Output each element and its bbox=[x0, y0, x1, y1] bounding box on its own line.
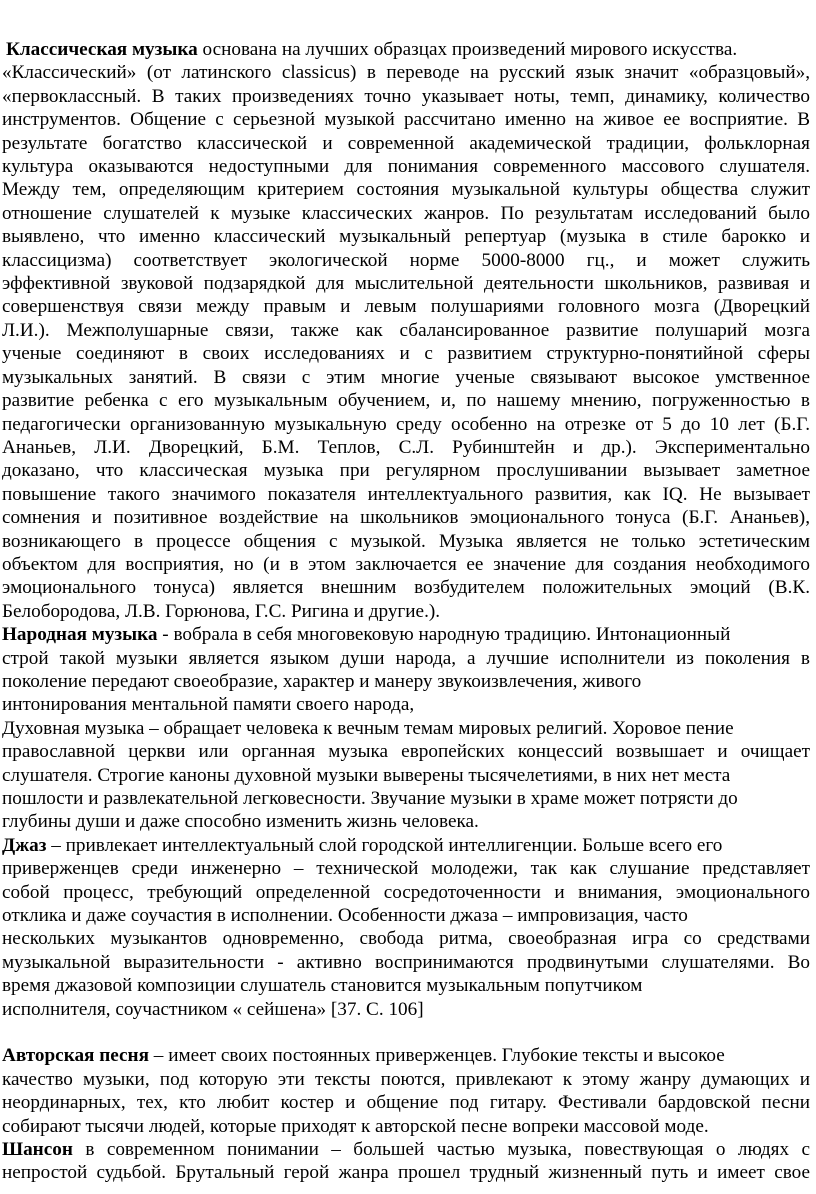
text-line: классицизма) соответствует экологической норме 5000-8000 гц., и может служить bbox=[2, 249, 810, 271]
text-line: инструментов. Общение с серьезной музыкой рассчитано именно на живое ее восприятие. В bbox=[2, 109, 810, 131]
text-line: неординарных, тех, кто любит костер и общение под гитару. Фестивали бардовской песни bbox=[2, 1092, 810, 1114]
text-line: музыкальных занятий. В связи с этим многие ученые связывают высокое умственное bbox=[2, 366, 810, 388]
paragraph-jazz bbox=[2, 834, 810, 1021]
text-line: результате богатство классической и современной академической традиции, фольклорная bbox=[2, 132, 810, 154]
text-line: развитие ребенка с его музыкальным обучением, и, по нашему мнению, погруженностью в bbox=[2, 390, 810, 412]
text-line: время джазовой композиции слушатель становится музыкальным попутчиком bbox=[2, 975, 643, 997]
text-line: Белобородова, Л.В. Горюнова, Г.С. Ригина и другие.). bbox=[2, 600, 441, 622]
paragraph-author-song bbox=[2, 1044, 810, 1138]
text-line: сомнения и позитивное воздействие на школьников эмоционального тонуса (Б.Г. Ананьев), bbox=[2, 507, 810, 529]
text-line: культура оказываются недоступными для понимания современного массового слушателя. bbox=[2, 156, 810, 178]
term-author-song: Авторская песня bbox=[2, 1045, 149, 1067]
text-line: строй такой музыки является языком души народа, а лучшие исполнители из поколения в bbox=[2, 647, 810, 669]
text-line: Классическая музыка основана на лучших образцах произведений мирового искусства. bbox=[6, 39, 738, 60]
text-line: качество музыки, под которую эти тексты поются, привлекают к этому жанру думающих и bbox=[2, 1068, 810, 1090]
text-line: Ананьев, Л.И. Дворецкий, Б.М. Теплов, С.Л. Рубинштейн и др.). Экспериментально bbox=[2, 436, 810, 458]
text-line: непростой судьбой. Брутальный герой жанра прошел трудный жизненный путь и имеет свое bbox=[2, 1162, 810, 1184]
text-line: Джаз – привлекает интеллектуальный слой городской интеллигенции. Больше всего его bbox=[2, 834, 723, 856]
text-line: отклика и даже соучастия в исполнении. Особенности джаза – импровизация, часто bbox=[2, 905, 688, 927]
text-line: исполнителя, соучастником « сейшена» [37. С. 106] bbox=[2, 998, 424, 1020]
text-line: Духовная музыка – обращает человека к вечным темам мировых религий. Хоровое пение bbox=[2, 717, 734, 739]
text-line: поколение передают своеобразие, характер и манеру звукоизвлечения, живого bbox=[2, 670, 642, 692]
document-page bbox=[0, 38, 816, 1194]
text-line: отношение слушателей к музыке классических жанров. По результатам исследований было bbox=[2, 202, 810, 224]
text-line: возникающего в процессе общения с музыкой. Музыка является не только эстетическим bbox=[2, 530, 810, 552]
text-line: собирают тысячи людей, которые приходят к авторской песне вопреки массовой моде. bbox=[2, 1115, 709, 1137]
text-line: пошлости и развлекательной легковесности. Звучание музыки в храме может потрясти до bbox=[2, 788, 738, 809]
text-line: приверженцев среди инженерно – технической молодежи, так как слушание представляет bbox=[2, 858, 810, 880]
blank-line bbox=[2, 1021, 810, 1044]
text-line: «Классический» (от латинского classicus) в переводе на русский язык значит «образцовый», bbox=[2, 62, 810, 84]
term-jazz: Джаз bbox=[2, 834, 47, 856]
text-line: Между тем, определяющим критерием состояния музыкальной культуры общества служит bbox=[2, 179, 810, 201]
term-chanson: Шансон bbox=[2, 1139, 73, 1161]
text-line: православной церкви или органная музыка европейских концессий возвышает и очищает bbox=[2, 741, 810, 763]
text-line: Шансон в современном понимании – большей частью музыка, повествующая о людях с bbox=[2, 1139, 810, 1161]
text-line: эмоционального тонуса) является внешним возбудителем положительных эмоций (В.К. bbox=[2, 577, 810, 599]
text-line: Авторская песня – имеет своих постоянных приверженцев. Глубокие тексты и высокое bbox=[2, 1045, 725, 1067]
text-line: объектом для восприятия, но (и в этом заключается ее значение для создания необходимого bbox=[2, 553, 810, 575]
text-line: нескольких музыкантов одновременно, свобода ритма, своеобразная игра со средствами bbox=[2, 928, 810, 950]
text-line: Л.И.). Межполушарные связи, также как сбалансированное развитие полушарий мозга bbox=[2, 319, 810, 341]
paragraph-folk-music bbox=[2, 623, 810, 717]
text-line: глубины души и даже способно изменить жизнь человека. bbox=[2, 811, 479, 833]
text-line: музыкальной выразительности - активно воспринимаются продвинутыми слушателями. Во bbox=[2, 951, 810, 973]
paragraph-spiritual-music bbox=[2, 717, 810, 834]
text-line: слушателя. Строгие каноны духовной музыки выверены тысячелетиями, в них нет места bbox=[2, 764, 731, 786]
text-line: эффективной звуковой подзарядкой для мыслительной деятельности школьников, развивая и bbox=[2, 273, 810, 295]
text-line: повышение такого значимого показателя интеллектуального развития, как IQ. Не вызывает bbox=[2, 483, 810, 505]
term-folk-music: Народная музыка bbox=[2, 624, 158, 646]
paragraph-classical-music bbox=[2, 38, 810, 623]
text-line: доказано, что классическая музыка при регулярном прослушивании вызывает заметное bbox=[2, 460, 810, 482]
text-line: собой процесс, требующий определенной сосредоточенности и внимания, эмоционального bbox=[2, 881, 810, 903]
text-line: Народная музыка - вобрала в себя многовековую народную традицию. Интонационный bbox=[2, 624, 731, 646]
text-line: выявлено, что именно классический музыкальный репертуар (музыка в стиле барокко и bbox=[2, 226, 810, 248]
term-classical-music: Классическая музыка bbox=[6, 39, 198, 60]
text-line: совершенствуя связи между правым и левым полушариями головного мозга (Дворецкий bbox=[2, 296, 810, 318]
text-line: ученые соединяют в своих исследованиях и с развитием структурно-понятийной сферы bbox=[2, 343, 810, 365]
text-line: «первоклассный. В таких произведениях точно указывает ноты, темп, динамику, количество bbox=[2, 85, 810, 107]
text-line: интонирования ментальной памяти своего народа, bbox=[2, 694, 415, 716]
text-line: педагогически организованную музыкальную среду особенно на отрезке от 5 до 10 лет (Б.Г. bbox=[2, 413, 810, 435]
paragraph-chanson bbox=[2, 1138, 810, 1185]
